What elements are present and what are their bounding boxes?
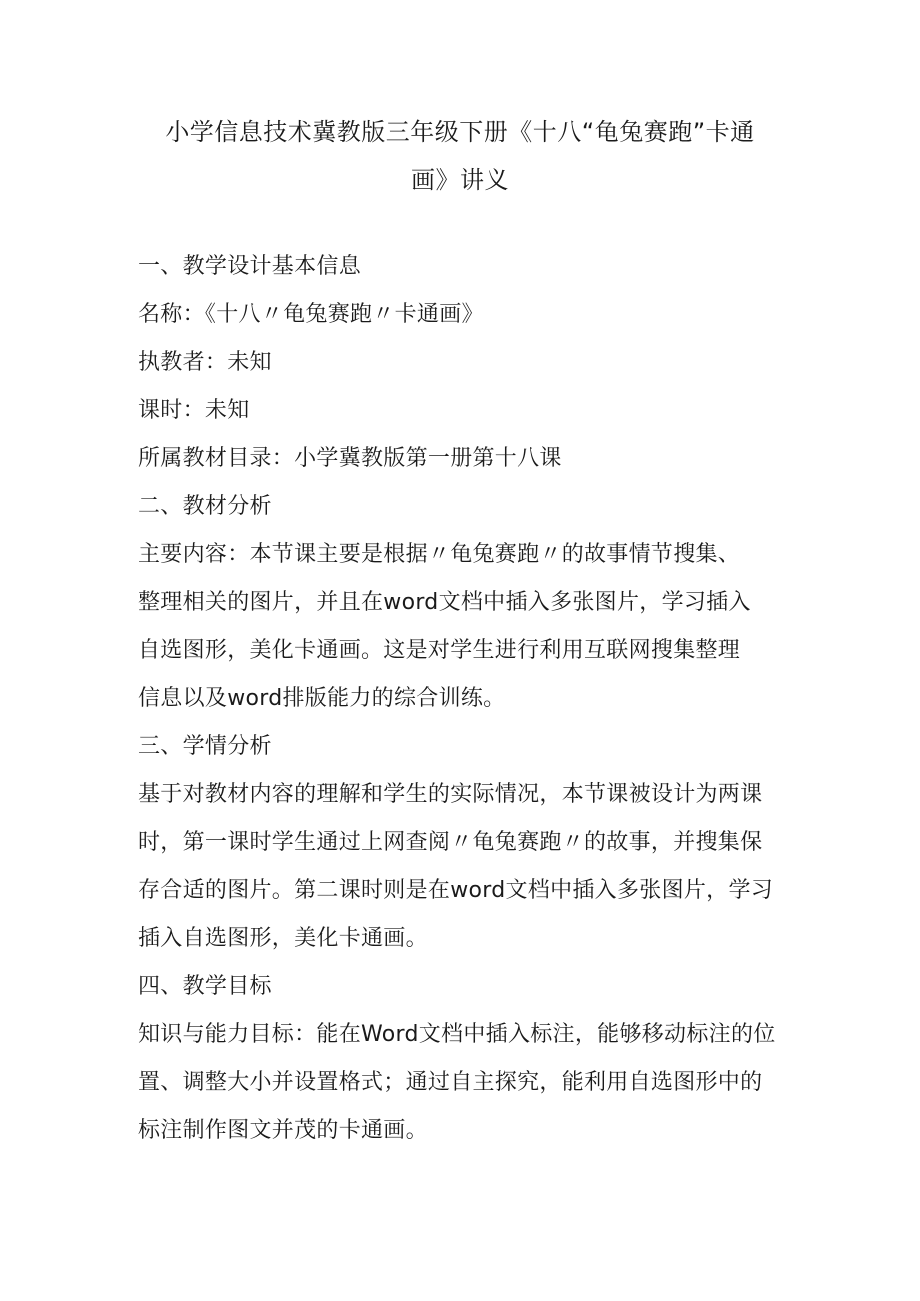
paragraph-line: 时，第一课时学生通过上网查阅〃龟兔赛跑〃的故事，并搜集保: [138, 830, 763, 855]
field-textbook-catalog: 所属教材目录：小学冀教版第一册第十八课: [138, 446, 562, 471]
paragraph-line: 存合适的图片。第二课时则是在word文档中插入多张图片，学习: [138, 878, 774, 903]
heading-teaching-objectives: 四、教学目标: [138, 974, 272, 999]
heading-basic-info: 一、教学设计基本信息: [138, 254, 362, 279]
title-line-2: 画》讲义: [411, 166, 509, 194]
paragraph-line: 置、调整大小并设置格式；通过自主探究，能利用自选图形中的: [138, 1070, 763, 1095]
paragraph-line: 信息以及word排版能力的综合训练。: [138, 686, 506, 711]
field-teacher: 执教者：未知: [138, 350, 272, 375]
document-body: [138, 243, 798, 1155]
paragraph-line: 知识与能力目标：能在Word文档中插入标注，能够移动标注的位: [138, 1022, 776, 1047]
paragraph-line: 标注制作图文并茂的卡通画。: [138, 1118, 428, 1143]
heading-textbook-analysis: 二、教材分析: [138, 494, 272, 519]
paragraph-line: 插入自选图形，美化卡通画。: [138, 926, 428, 951]
title-line-1: 小学信息技术冀教版三年级下册《十八“龟兔赛跑”卡通: [165, 118, 755, 146]
document-title: [120, 108, 800, 204]
field-class-hours: 课时：未知: [138, 398, 250, 423]
heading-learner-analysis: 三、学情分析: [138, 734, 272, 759]
field-name: 名称：《十八〃龟兔赛跑〃卡通画》: [138, 302, 484, 327]
paragraph-line: 整理相关的图片，并且在word文档中插入多张图片，学习插入: [138, 590, 751, 615]
paragraph-line: 基于对教材内容的理解和学生的实际情况，本节课被设计为两课: [138, 782, 763, 807]
paragraph-line: 主要内容：本节课主要是根据〃龟兔赛跑〃的故事情节搜集、: [138, 542, 741, 567]
paragraph-line: 自选图形，美化卡通画。这是对学生进行利用互联网搜集整理: [138, 638, 741, 663]
